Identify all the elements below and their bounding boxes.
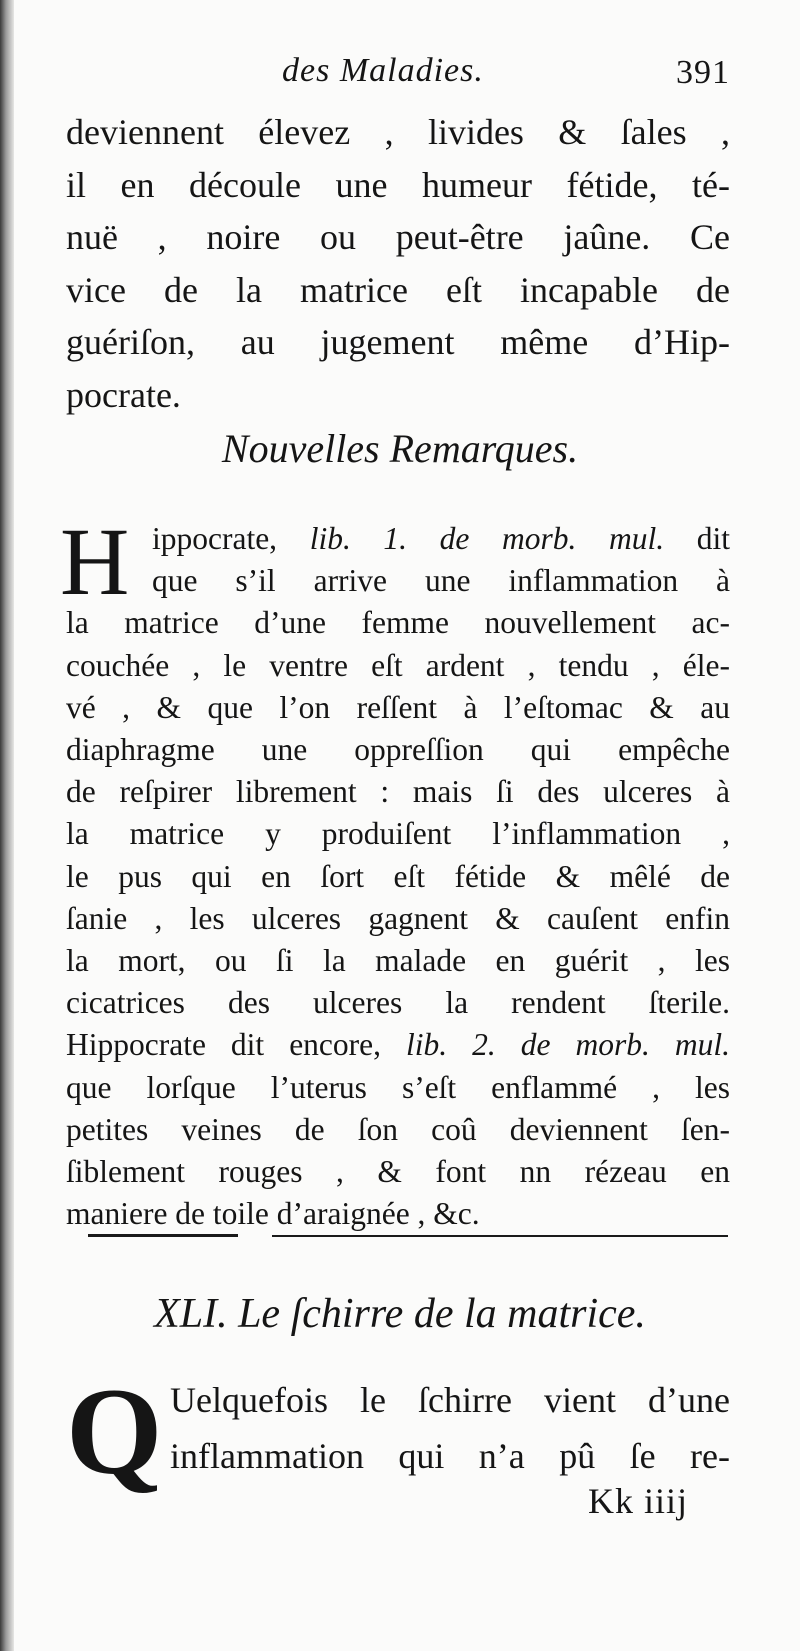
text-line: maniere de toile d’araignée , &c.	[66, 1196, 480, 1232]
printer-signature-mark: Kk iiij	[587, 1481, 688, 1521]
text-line: inflammation qui n’a pû ſe re-	[170, 1436, 730, 1476]
text-line: guériſon, au jugement même d’Hip-	[66, 322, 730, 362]
running-head: des Maladies.	[282, 52, 484, 89]
divider-rule	[272, 1235, 728, 1237]
text-line	[66, 518, 730, 560]
text-line: ſanie , les ulceres gagnent & cauſent enfin	[66, 900, 730, 936]
text-line: cicatrices des ulceres la rendent ſterile.	[66, 985, 730, 1021]
text-line: vice de la matrice eſt incapable de	[66, 269, 730, 310]
text-line	[66, 1024, 730, 1066]
text-line: pocrate.	[66, 374, 181, 415]
text-line: la matrice d’une femme nouvellement ac-	[66, 605, 730, 641]
drop-cap-letter: H	[60, 508, 130, 615]
text-line: nuë , noire ou peut-être jaûne. Ce	[66, 217, 730, 257]
page-number: 391	[676, 54, 730, 91]
text-line: la matrice y produiſent l’inflammation ,	[66, 816, 730, 852]
text-run: dit	[664, 521, 731, 556]
divider-rule	[88, 1234, 238, 1237]
text-line: que s’il arrive une inflammation à	[152, 563, 730, 599]
paragraph-continuation	[66, 106, 730, 421]
page-gutter-shadow	[0, 0, 14, 1651]
drop-cap-letter: Q	[66, 1363, 163, 1500]
text-line: petites veines de ſon coû deviennent ſen-	[66, 1111, 730, 1147]
citation-reference: lib. 1. de morb. mul.	[309, 521, 665, 556]
text-line: de reſpirer librement : mais ſi des ulceres à	[66, 774, 730, 810]
paragraph-remarks	[60, 508, 731, 1235]
text-line: la mort, ou ſi la malade en guérit , les	[66, 943, 730, 979]
text-line: vé , & que l’on reſſent à l’eſtomac & au	[66, 689, 730, 725]
text-line: deviennent élevez , livides & ſales ,	[66, 112, 730, 152]
text-line: Uelquefois le ſchirre vient d’une	[170, 1380, 730, 1420]
text-line: le pus qui en ſort eſt fétide & mêlé de	[66, 858, 730, 894]
text-line: il en découle une humeur fétide, té-	[66, 164, 730, 205]
paragraph-schirre	[66, 1363, 730, 1500]
chapter-heading: XLI. Le ſchirre de la matrice.	[154, 1291, 646, 1337]
text-run: Hippocrate dit encore,	[66, 1027, 406, 1063]
text-line: que lorſque l’uterus s’eſt enflammé , les	[66, 1069, 730, 1105]
text-run: ippocrate,	[152, 521, 310, 556]
citation-reference: lib. 2. de morb. mul.	[406, 1027, 730, 1063]
text-line: couchée , le ventre eſt ardent , tendu , éle-	[66, 647, 730, 683]
section-heading: Nouvelles Remarques.	[221, 426, 579, 471]
page-header	[60, 52, 730, 108]
section-divider	[88, 1234, 728, 1240]
text-line: diaphragme une oppreſſion qui empêche	[66, 732, 730, 768]
text-line: ſiblement rouges , & font nn rézeau en	[66, 1154, 730, 1190]
